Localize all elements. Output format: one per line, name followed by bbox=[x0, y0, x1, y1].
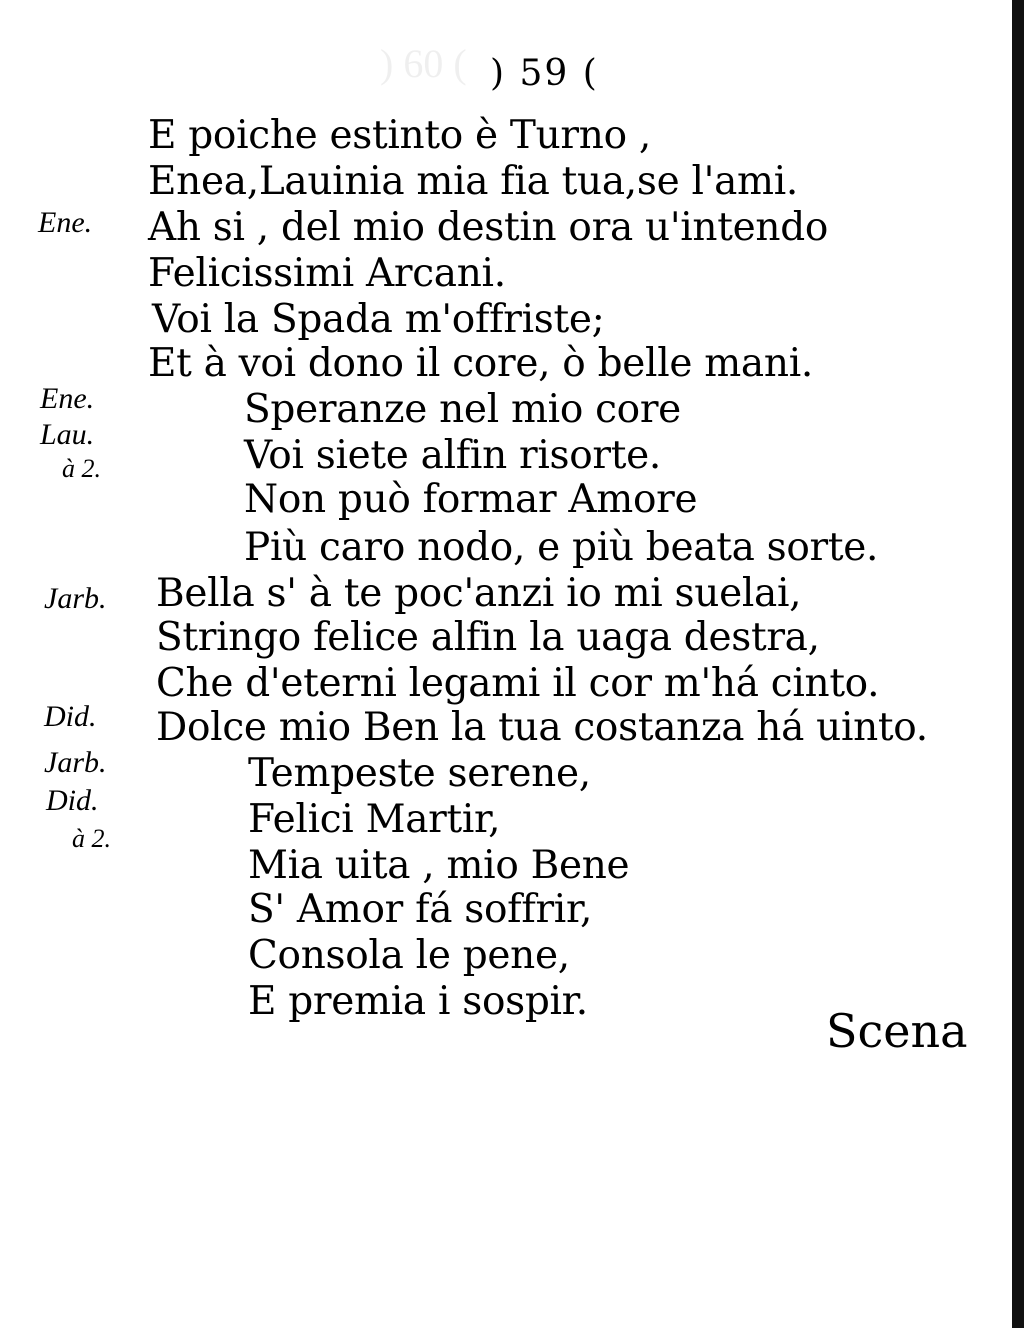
verse-line: Non può formar Amore bbox=[244, 477, 698, 522]
verse-line: Consola le pene, bbox=[248, 933, 570, 978]
speaker-label: Did. bbox=[44, 700, 97, 733]
scan-edge bbox=[1012, 0, 1024, 1328]
verse-line: Voi siete alfin risorte. bbox=[244, 433, 662, 478]
speaker-label: Did. bbox=[46, 784, 99, 817]
speaker-label: Jarb. bbox=[44, 746, 107, 779]
speaker-label: Lau. bbox=[40, 418, 95, 451]
speaker-label: Ene. bbox=[40, 382, 95, 415]
verse-line: Voi la Spada m'offriste; bbox=[152, 297, 605, 342]
verse-line: Felicissimi Arcani. bbox=[148, 251, 506, 296]
catchword: Scena bbox=[826, 1004, 968, 1058]
verse-line: E premia i sospir. bbox=[248, 979, 588, 1024]
verse-line: S' Amor fá soffrir, bbox=[248, 887, 593, 932]
verse-line: Enea,Lauinia mia fia tua,se l'ami. bbox=[148, 159, 798, 204]
verse-line: Et à voi dono il core, ò belle mani. bbox=[148, 341, 813, 386]
verse-line: E poiche estinto è Turno , bbox=[148, 113, 651, 158]
verse-line: Che d'eterni legami il cor m'há cinto. bbox=[156, 661, 880, 706]
verse-line: Ah si , del mio destin ora u'intendo bbox=[148, 205, 829, 250]
verse-line: Mia uita , mio Bene bbox=[248, 843, 630, 888]
verse-line: Tempeste serene, bbox=[248, 751, 591, 796]
speaker-label: à 2. bbox=[72, 824, 111, 853]
show-through-ghost: ) 60 ( bbox=[380, 41, 467, 86]
verse-line: Più caro nodo, e più beata sorte. bbox=[244, 525, 879, 570]
speaker-label: à 2. bbox=[62, 454, 101, 483]
speaker-label: Jarb. bbox=[44, 582, 107, 615]
verse-line: Speranze nel mio core bbox=[244, 387, 681, 432]
verse-line: Dolce mio Ben la tua costanza há uinto. bbox=[156, 705, 928, 750]
speaker-label: Ene. bbox=[38, 206, 93, 239]
verse-line: Bella s' à te poc'anzi io mi suelai, bbox=[156, 571, 802, 616]
verse-line: Felici Martir, bbox=[248, 797, 501, 842]
verse-line: Stringo felice alfin la uaga destra, bbox=[156, 615, 820, 660]
page-number-header: ) 59 ( bbox=[490, 53, 599, 94]
